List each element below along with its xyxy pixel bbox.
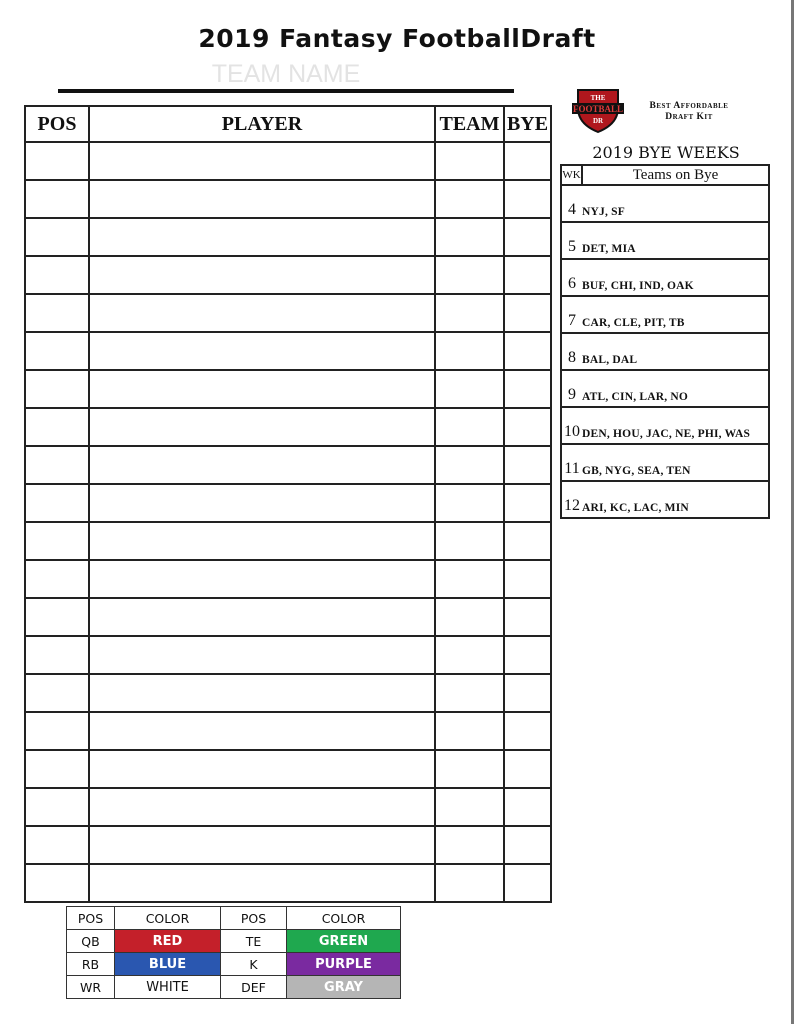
- draft-cell-bye[interactable]: [504, 750, 551, 788]
- draft-cell-team[interactable]: [435, 218, 504, 256]
- draft-cell-player[interactable]: [89, 484, 435, 522]
- position-color-legend: [66, 906, 401, 999]
- legend-header-color-2: COLOR: [287, 907, 401, 930]
- legend-color-swatch: WHITE: [115, 976, 221, 999]
- draft-cell-pos[interactable]: [25, 864, 89, 902]
- legend-row: [67, 953, 401, 976]
- tagline: [628, 101, 750, 123]
- draft-cell-player[interactable]: [89, 864, 435, 902]
- draft-cell-bye[interactable]: [504, 408, 551, 446]
- bye-week-number: 5: [561, 222, 582, 259]
- logo-text-dr: DR: [592, 117, 604, 125]
- draft-cell-bye[interactable]: [504, 636, 551, 674]
- draft-cell-player[interactable]: [89, 522, 435, 560]
- draft-cell-player[interactable]: [89, 598, 435, 636]
- draft-cell-bye[interactable]: [504, 180, 551, 218]
- draft-cell-team[interactable]: [435, 864, 504, 902]
- draft-cell-pos[interactable]: [25, 294, 89, 332]
- draft-cell-pos[interactable]: [25, 180, 89, 218]
- draft-row: [25, 522, 551, 560]
- draft-cell-pos[interactable]: [25, 256, 89, 294]
- tagline-line-2: Draft Kit: [665, 112, 713, 122]
- draft-cell-team[interactable]: [435, 256, 504, 294]
- legend-pos: DEF: [221, 976, 287, 999]
- bye-week-number: 10: [561, 407, 582, 444]
- draft-row: [25, 142, 551, 180]
- bye-weeks-table: [560, 164, 770, 519]
- draft-cell-player[interactable]: [89, 674, 435, 712]
- draft-cell-team[interactable]: [435, 826, 504, 864]
- draft-cell-bye[interactable]: [504, 484, 551, 522]
- page-title: 2019 Fantasy FootballDraft: [198, 24, 596, 53]
- bye-week-row: [561, 185, 769, 222]
- bye-week-teams: DEN, HOU, JAC, NE, PHI, WAS: [582, 407, 769, 444]
- draft-cell-pos[interactable]: [25, 408, 89, 446]
- draft-cell-pos[interactable]: [25, 370, 89, 408]
- draft-cell-bye[interactable]: [504, 864, 551, 902]
- draft-cell-team[interactable]: [435, 522, 504, 560]
- draft-cell-team[interactable]: [435, 332, 504, 370]
- draft-row: [25, 294, 551, 332]
- bye-week-number: 11: [561, 444, 582, 481]
- draft-cell-player[interactable]: [89, 788, 435, 826]
- draft-cell-player[interactable]: [89, 332, 435, 370]
- team-name-underline: [58, 89, 514, 93]
- bye-week-number: 12: [561, 481, 582, 518]
- bye-week-teams: BUF, CHI, IND, OAK: [582, 259, 769, 296]
- draft-cell-team[interactable]: [435, 142, 504, 180]
- bye-week-teams: BAL, DAL: [582, 333, 769, 370]
- tagline-line-1: Best Affordable: [649, 101, 729, 111]
- draft-cell-team[interactable]: [435, 484, 504, 522]
- draft-cell-team[interactable]: [435, 560, 504, 598]
- draft-cell-bye[interactable]: [504, 370, 551, 408]
- draft-cell-bye[interactable]: [504, 712, 551, 750]
- column-header-bye: BYE: [504, 106, 551, 142]
- legend-pos: TE: [221, 930, 287, 953]
- legend-header-pos-2: POS: [221, 907, 287, 930]
- draft-row: [25, 674, 551, 712]
- draft-cell-pos[interactable]: [25, 598, 89, 636]
- bye-week-number: 7: [561, 296, 582, 333]
- bye-week-row: [561, 407, 769, 444]
- bye-weeks-header: [561, 165, 769, 185]
- draft-cell-pos[interactable]: [25, 332, 89, 370]
- draft-cell-team[interactable]: [435, 180, 504, 218]
- legend-pos: RB: [67, 953, 115, 976]
- draft-cell-bye[interactable]: [504, 446, 551, 484]
- draft-cell-bye[interactable]: [504, 598, 551, 636]
- bye-weeks-title: 2019 BYE WEEKS: [592, 143, 740, 162]
- legend-pos: QB: [67, 930, 115, 953]
- draft-cell-team[interactable]: [435, 750, 504, 788]
- draft-cell-team[interactable]: [435, 446, 504, 484]
- draft-row: [25, 636, 551, 674]
- draft-row: [25, 370, 551, 408]
- bye-week-teams: ATL, CIN, LAR, NO: [582, 370, 769, 407]
- draft-cell-player[interactable]: [89, 256, 435, 294]
- draft-row: [25, 408, 551, 446]
- legend-header-pos-1: POS: [67, 907, 115, 930]
- draft-row: [25, 826, 551, 864]
- draft-cell-player[interactable]: [89, 180, 435, 218]
- draft-row: [25, 788, 551, 826]
- bye-week-row: [561, 370, 769, 407]
- logo-text-football: FOOTBALL: [572, 104, 624, 114]
- draft-cell-player[interactable]: [89, 560, 435, 598]
- column-header-pos: POS: [25, 106, 89, 142]
- draft-row: [25, 332, 551, 370]
- bye-week-row: [561, 481, 769, 518]
- legend-header-color-1: COLOR: [115, 907, 221, 930]
- draft-cell-bye[interactable]: [504, 826, 551, 864]
- draft-row: [25, 180, 551, 218]
- legend-header: [67, 907, 401, 930]
- legend-color-swatch: GRAY: [287, 976, 401, 999]
- draft-row: [25, 256, 551, 294]
- draft-cell-player[interactable]: [89, 446, 435, 484]
- bye-week-row: [561, 296, 769, 333]
- draft-row: [25, 712, 551, 750]
- bye-week-row: [561, 259, 769, 296]
- draft-cell-pos[interactable]: [25, 826, 89, 864]
- column-header-player: PLAYER: [89, 106, 435, 142]
- draft-cell-pos[interactable]: [25, 788, 89, 826]
- logo-text-the: THE: [590, 94, 606, 102]
- draft-cell-bye[interactable]: [504, 560, 551, 598]
- draft-row: [25, 560, 551, 598]
- draft-cell-bye[interactable]: [504, 256, 551, 294]
- draft-cell-team[interactable]: [435, 788, 504, 826]
- draft-cell-pos[interactable]: [25, 674, 89, 712]
- legend-color-swatch: PURPLE: [287, 953, 401, 976]
- bye-week-teams: GB, NYG, SEA, TEN: [582, 444, 769, 481]
- legend-row: [67, 930, 401, 953]
- draft-cell-pos[interactable]: [25, 522, 89, 560]
- draft-cell-player[interactable]: [89, 750, 435, 788]
- column-header-team: TEAM: [435, 106, 504, 142]
- draft-cell-pos[interactable]: [25, 484, 89, 522]
- draft-cell-bye[interactable]: [504, 218, 551, 256]
- bye-header-wk: WK: [561, 165, 582, 185]
- legend-color-swatch: RED: [115, 930, 221, 953]
- draft-row: [25, 598, 551, 636]
- draft-cell-bye[interactable]: [504, 674, 551, 712]
- draft-row: [25, 750, 551, 788]
- legend-pos: K: [221, 953, 287, 976]
- bye-week-number: 4: [561, 185, 582, 222]
- draft-cell-bye[interactable]: [504, 294, 551, 332]
- draft-table-header: [25, 106, 551, 142]
- legend-color-swatch: BLUE: [115, 953, 221, 976]
- draft-cell-player[interactable]: [89, 370, 435, 408]
- team-name-field[interactable]: TEAM NAME: [211, 60, 361, 88]
- draft-row: [25, 864, 551, 902]
- bye-week-number: 6: [561, 259, 582, 296]
- draft-cell-pos[interactable]: [25, 636, 89, 674]
- draft-cell-player[interactable]: [89, 636, 435, 674]
- bye-week-row: [561, 444, 769, 481]
- draft-row: [25, 218, 551, 256]
- draft-cell-pos[interactable]: [25, 560, 89, 598]
- draft-cell-player[interactable]: [89, 142, 435, 180]
- legend-pos: WR: [67, 976, 115, 999]
- draft-cell-player[interactable]: [89, 826, 435, 864]
- bye-week-teams: ARI, KC, LAC, MIN: [582, 481, 769, 518]
- bye-week-row: [561, 222, 769, 259]
- draft-cell-pos[interactable]: [25, 712, 89, 750]
- draft-cell-bye[interactable]: [504, 332, 551, 370]
- draft-cell-team[interactable]: [435, 370, 504, 408]
- draft-cell-player[interactable]: [89, 294, 435, 332]
- draft-table: [24, 105, 552, 903]
- draft-cell-pos[interactable]: [25, 750, 89, 788]
- bye-header-teams: Teams on Bye: [582, 165, 769, 185]
- draft-cell-team[interactable]: [435, 636, 504, 674]
- draft-cell-pos[interactable]: [25, 446, 89, 484]
- draft-cell-team[interactable]: [435, 712, 504, 750]
- draft-cell-bye[interactable]: [504, 788, 551, 826]
- draft-cell-team[interactable]: [435, 294, 504, 332]
- bye-week-number: 9: [561, 370, 582, 407]
- draft-cell-pos[interactable]: [25, 142, 89, 180]
- bye-week-row: [561, 333, 769, 370]
- bye-week-teams: NYJ, SF: [582, 185, 769, 222]
- draft-row: [25, 484, 551, 522]
- draft-cell-team[interactable]: [435, 674, 504, 712]
- draft-cell-pos[interactable]: [25, 218, 89, 256]
- draft-cell-player[interactable]: [89, 712, 435, 750]
- bye-week-teams: CAR, CLE, PIT, TB: [582, 296, 769, 333]
- draft-cell-bye[interactable]: [504, 522, 551, 560]
- football-dr-logo: [572, 88, 624, 134]
- draft-cell-bye[interactable]: [504, 142, 551, 180]
- bye-week-number: 8: [561, 333, 582, 370]
- bye-week-teams: DET, MIA: [582, 222, 769, 259]
- draft-cell-team[interactable]: [435, 408, 504, 446]
- legend-color-swatch: GREEN: [287, 930, 401, 953]
- draft-cell-player[interactable]: [89, 408, 435, 446]
- legend-row: [67, 976, 401, 999]
- draft-cell-team[interactable]: [435, 598, 504, 636]
- draft-cell-player[interactable]: [89, 218, 435, 256]
- draft-row: [25, 446, 551, 484]
